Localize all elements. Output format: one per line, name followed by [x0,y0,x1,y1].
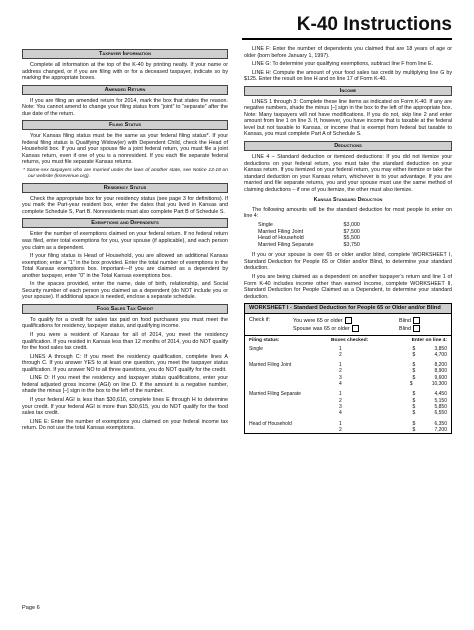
food-sales-text-6: LINE E: Enter the number of exemptions you claimed on your federal income tax return. Do not use the total Kansas exemptions. [22,418,228,432]
dollar-sign: $ [409,381,413,388]
amount-value: 5,850 [434,403,447,410]
boxes-checked-cell: 2 [339,397,342,404]
food-sales-text-3: LINES A through C: If you meet the residency qualification, complete lines A through C. If you answer YES to at least one question, you meet the taxpayer status qualification. If you answer NO to all three questions, you do NOT qualify for the credit. [22,353,228,373]
age-options [293,317,399,333]
boxes-checked-cell: 1 [339,345,342,352]
dollar-sign: $ [412,403,416,410]
table-row [258,222,360,229]
deductions-text-2: If you or your spouse is over 65 or older and/or blind, complete WORKSHEET I, Standard Deduction for People 65 or Older and/or Blind, to determine your standard deduction. [244,252,452,272]
boxes-checked-cell: 2 [339,368,342,375]
table-row [245,410,451,416]
deduction-label: Single [258,221,273,228]
boxes-checked-cell: 1 [339,391,342,398]
filing-status-cell: Single [249,345,263,352]
you-65-checkbox[interactable] [345,317,352,324]
amount-value: 7,200 [434,426,447,433]
spouse-65-checkbox[interactable] [352,325,359,332]
filing-status-cell [249,381,339,387]
dollar-sign: $ [412,426,416,433]
deductions-text-3: If you are being claimed as a dependent on another taxpayer’s return and line 1 of Form K-40 includes income other than earned income, complete WORKSHEET II, Standard Deduction for People Claimed as a Dependent, to determine your standard deduction. [244,273,452,300]
line-g-text: LINE G: To determine your qualifying exemptions, subtract line F from line E. [252,61,434,68]
amount-cell [399,352,447,358]
deduction-amount: $3,000 [343,221,360,228]
amount-value: 4,450 [434,391,447,398]
you-65-option [293,317,399,325]
food-sales-heading: Food Sales Tax Credit [22,304,228,314]
boxes-checked-cell: 1 [339,362,342,369]
title-rule [242,38,452,40]
deduction-label: Married Filing Separate [258,241,314,248]
income-text: LINES 1 through 3: Complete these line items as indicated on Form K-40. If any are negative numbers, shade the minus [–] sign in the box to the left of the appropriate box. Note: Many taxpayers will not have modifications. If you do not, skip line 2 and enter amount from line 1 on line 3. If, however, you have income that is taxable at the federal level but not taxable to Kansas, or income that is exempt from federal but taxable to Kansas, you must complete Part A of Schedule S. [244,98,452,138]
amount-cell [399,381,447,387]
dollar-sign: $ [412,391,416,398]
you-blind-checkbox[interactable] [413,317,420,324]
amount-value: 3,850 [434,345,447,352]
worksheet-1 [244,303,452,434]
you-65-label: You were 65 or older [293,318,343,325]
filing-status-cell: Married Filing Separate [249,391,301,398]
line-h-text: LINE H: Compute the amount of your food sales tax credit by multiplying line G by $125. Enter the result on line H and on line 17 of Form K-40. [244,69,452,83]
standard-deduction-table [258,222,360,248]
worksheet-column-headers [245,335,451,346]
dollar-sign: $ [412,362,416,369]
filing-status-cell: Head of Household [249,420,292,427]
deduction-label: Married Filing Joint [258,228,304,235]
amount-value: 4,700 [434,351,447,358]
line-f-text: LINE F: Enter the number of dependents you claimed that are 18 years of age or older (born before January 1, 1997). [244,46,452,59]
income-heading: Income [244,86,452,96]
table-row [258,229,360,236]
taxpayer-info-heading: Taxpayer Information [22,49,228,59]
amount-cell [399,410,447,416]
you-blind-option [399,317,447,325]
amount-value: 5,150 [434,397,447,404]
amount-value: 6,550 [434,410,447,417]
table-row [245,427,451,433]
enter-line4-column-header: Enter on line 4: [411,337,447,343]
amount-value: 6,350 [434,420,447,427]
boxes-checked-cell: 2 [339,351,342,358]
food-sales-text-5: If your federal AGI is less than $30,616, complete lines E through H to determine your credit. If your federal AGI is more than $30,615, you do NOT qualify for the food sales tax credit. [22,396,228,417]
dollar-sign: $ [412,345,416,352]
amount-value: 8,900 [434,368,447,375]
blind-options [399,317,447,333]
dollar-sign: $ [412,397,416,404]
deductions-text-1: LINE 4 – Standard deduction or itemized deductions: If you did not itemize your deductions on your federal return, you must take the standard deduction on your Kansas return. If you itemized on your federal return, you may either itemize or take the standard deduction on your Kansas return, whichever is to your advantage. If you are married and file separate returns, you and your spouse must use the same method of claiming deductions – if one of you itemize, the other must also itemize. [244,154,452,193]
amended-return-heading: Amended Return [22,85,228,95]
boxes-checked-cell: 4 [339,381,342,388]
spouse-blind-option [399,325,447,333]
deduction-amount: $3,750 [343,241,360,248]
table-row [258,235,360,242]
filing-status-heading: Filing Status [22,120,228,130]
standard-deduction-intro: The following amounts will be the standard deduction for most people to enter on line 4: [244,206,452,220]
amended-return-text: If you are filing an amended return for 2014, mark the box that states the reason. Note: You cannot amend to change your filing status from “joint” to “separate” after the due date of the return. [22,97,228,117]
filing-status-cell [249,352,339,358]
worksheet-checkboxes [245,314,451,335]
exemptions-heading: Exemptions and Dependents [22,218,228,228]
dollar-sign: $ [412,410,416,417]
dollar-sign: $ [412,374,416,381]
table-row [258,242,360,249]
food-sales-text-4: LINE D: If you meet the residency and taxpayer status qualifications, enter your federal adjusted gross income (AGI) on line D. If the amount is a negative number, shade the minus [–] sign in the box to the left of the number. [22,375,228,395]
title-block [242,14,452,40]
exemptions-text-2: If your filing status is Head of Household, you are allowed an additional Kansas exemption; enter a “1” in the box provided. Enter the total number of exemptions in the Total Kansas exemptions box. Important—If you are claimed as a dependent by another taxpayer, enter “0” in the Total Kansas exemptions box. [22,253,228,279]
spouse-blind-checkbox[interactable] [413,325,420,332]
dollar-sign: $ [412,351,416,358]
spouse-65-label: Spouse was 65 or older [293,325,350,332]
table-row [245,352,451,358]
same-sex-note: * Same-sex taxpayers who are married under the laws of another state, see Notice 13-18 on our website (ksrevenue.org). [23,168,228,179]
residency-status-heading: Residency Status [22,183,228,193]
filing-status-text: Your Kansas filing status must be the same as your federal filing status*. If your federal filing status is Qualifying Widow(er) with Dependent Child, check the Head of Household box. If you and your spouse file a joint federal return, you must file a joint Kansas return, even if one of you is a nonresident. If you each file separate federal returns, you must file separate Kansas returns. [22,133,228,166]
food-sales-text-2: If you were a resident of Kansas for all of 2014, you meet the residency qualification. If you resided in Kansas less than 12 months of 2014, you do NOT qualify for the food sales tax credit. [22,332,228,352]
filing-status-cell [249,410,339,416]
boxes-checked-cell: 1 [339,420,342,427]
table-row [245,381,451,387]
taxpayer-info-text: Complete all information at the top of the K-40 by printing neatly. If your name or address changed, or if you are filing with or for a deceased taxpayer, indicate so by marking the appropriate boxes. [22,62,228,82]
boxes-checked-cell: 2 [339,426,342,433]
boxes-checked-cell: 4 [339,410,342,417]
check-if-label: Check if: [249,317,270,324]
exemptions-text-3: In the spaces provided, enter the name, date of birth, relationship, and Social Security number of each person you claimed as a dependent (do NOT include you or your spouse). If additional space is needed, enclose a separate schedule. [22,281,228,301]
spouse-65-option [293,325,399,333]
right-column [244,46,452,434]
deduction-label: Head of Household [258,235,304,242]
amount-value: 9,600 [434,374,447,381]
deduction-amount: $7,500 [343,228,360,235]
amount-value: 10,300 [431,381,447,388]
boxes-checked-cell: 3 [339,403,342,410]
page-number: Page 6 [22,605,40,611]
amount-cell [399,427,447,433]
dollar-sign: $ [412,420,416,427]
spouse-blind-label: Blind [399,325,411,332]
food-sales-text-1: To qualify for a credit for sales tax paid on food purchases you must meet the qualifications for residency, taxpayer status, and qualifying income. [22,316,228,330]
worksheet-title: WORKSHEET I - Standard Deduction for People 65 or Older and/or Blind [245,304,451,314]
boxes-checked-column-header: Boxes checked: [331,337,369,343]
filing-status-cell [249,427,339,433]
dollar-sign: $ [412,368,416,375]
filing-status-column-header: Filing status: [249,337,280,343]
filing-status-cell: Married Filing Joint [249,362,292,369]
boxes-checked-cell: 3 [339,374,342,381]
deductions-heading: Deductions [244,141,452,151]
deduction-amount: $5,500 [343,235,360,242]
worksheet-body [245,346,451,434]
page-title: K-40 Instructions [296,14,452,35]
residency-status-text: Check the appropriate box for your residency status (see page 3 for definitions). If you mark the Part-year resident box, enter the dates that you lived in Kansas and complete Schedule S, Part B. Nonresidents must also complete Part B of Schedule S. [22,195,228,215]
amount-value: 8,200 [434,362,447,369]
left-column [22,46,228,434]
you-blind-label: Blind [399,318,411,325]
exemptions-text-1: Enter the number of exemptions claimed on your federal return. If no federal return was filed, enter total exemptions for you, your spouse (if applicable), and each person you claim as a dependent. [22,231,228,251]
standard-deduction-title: Kansas Standard Deduction [313,197,383,204]
